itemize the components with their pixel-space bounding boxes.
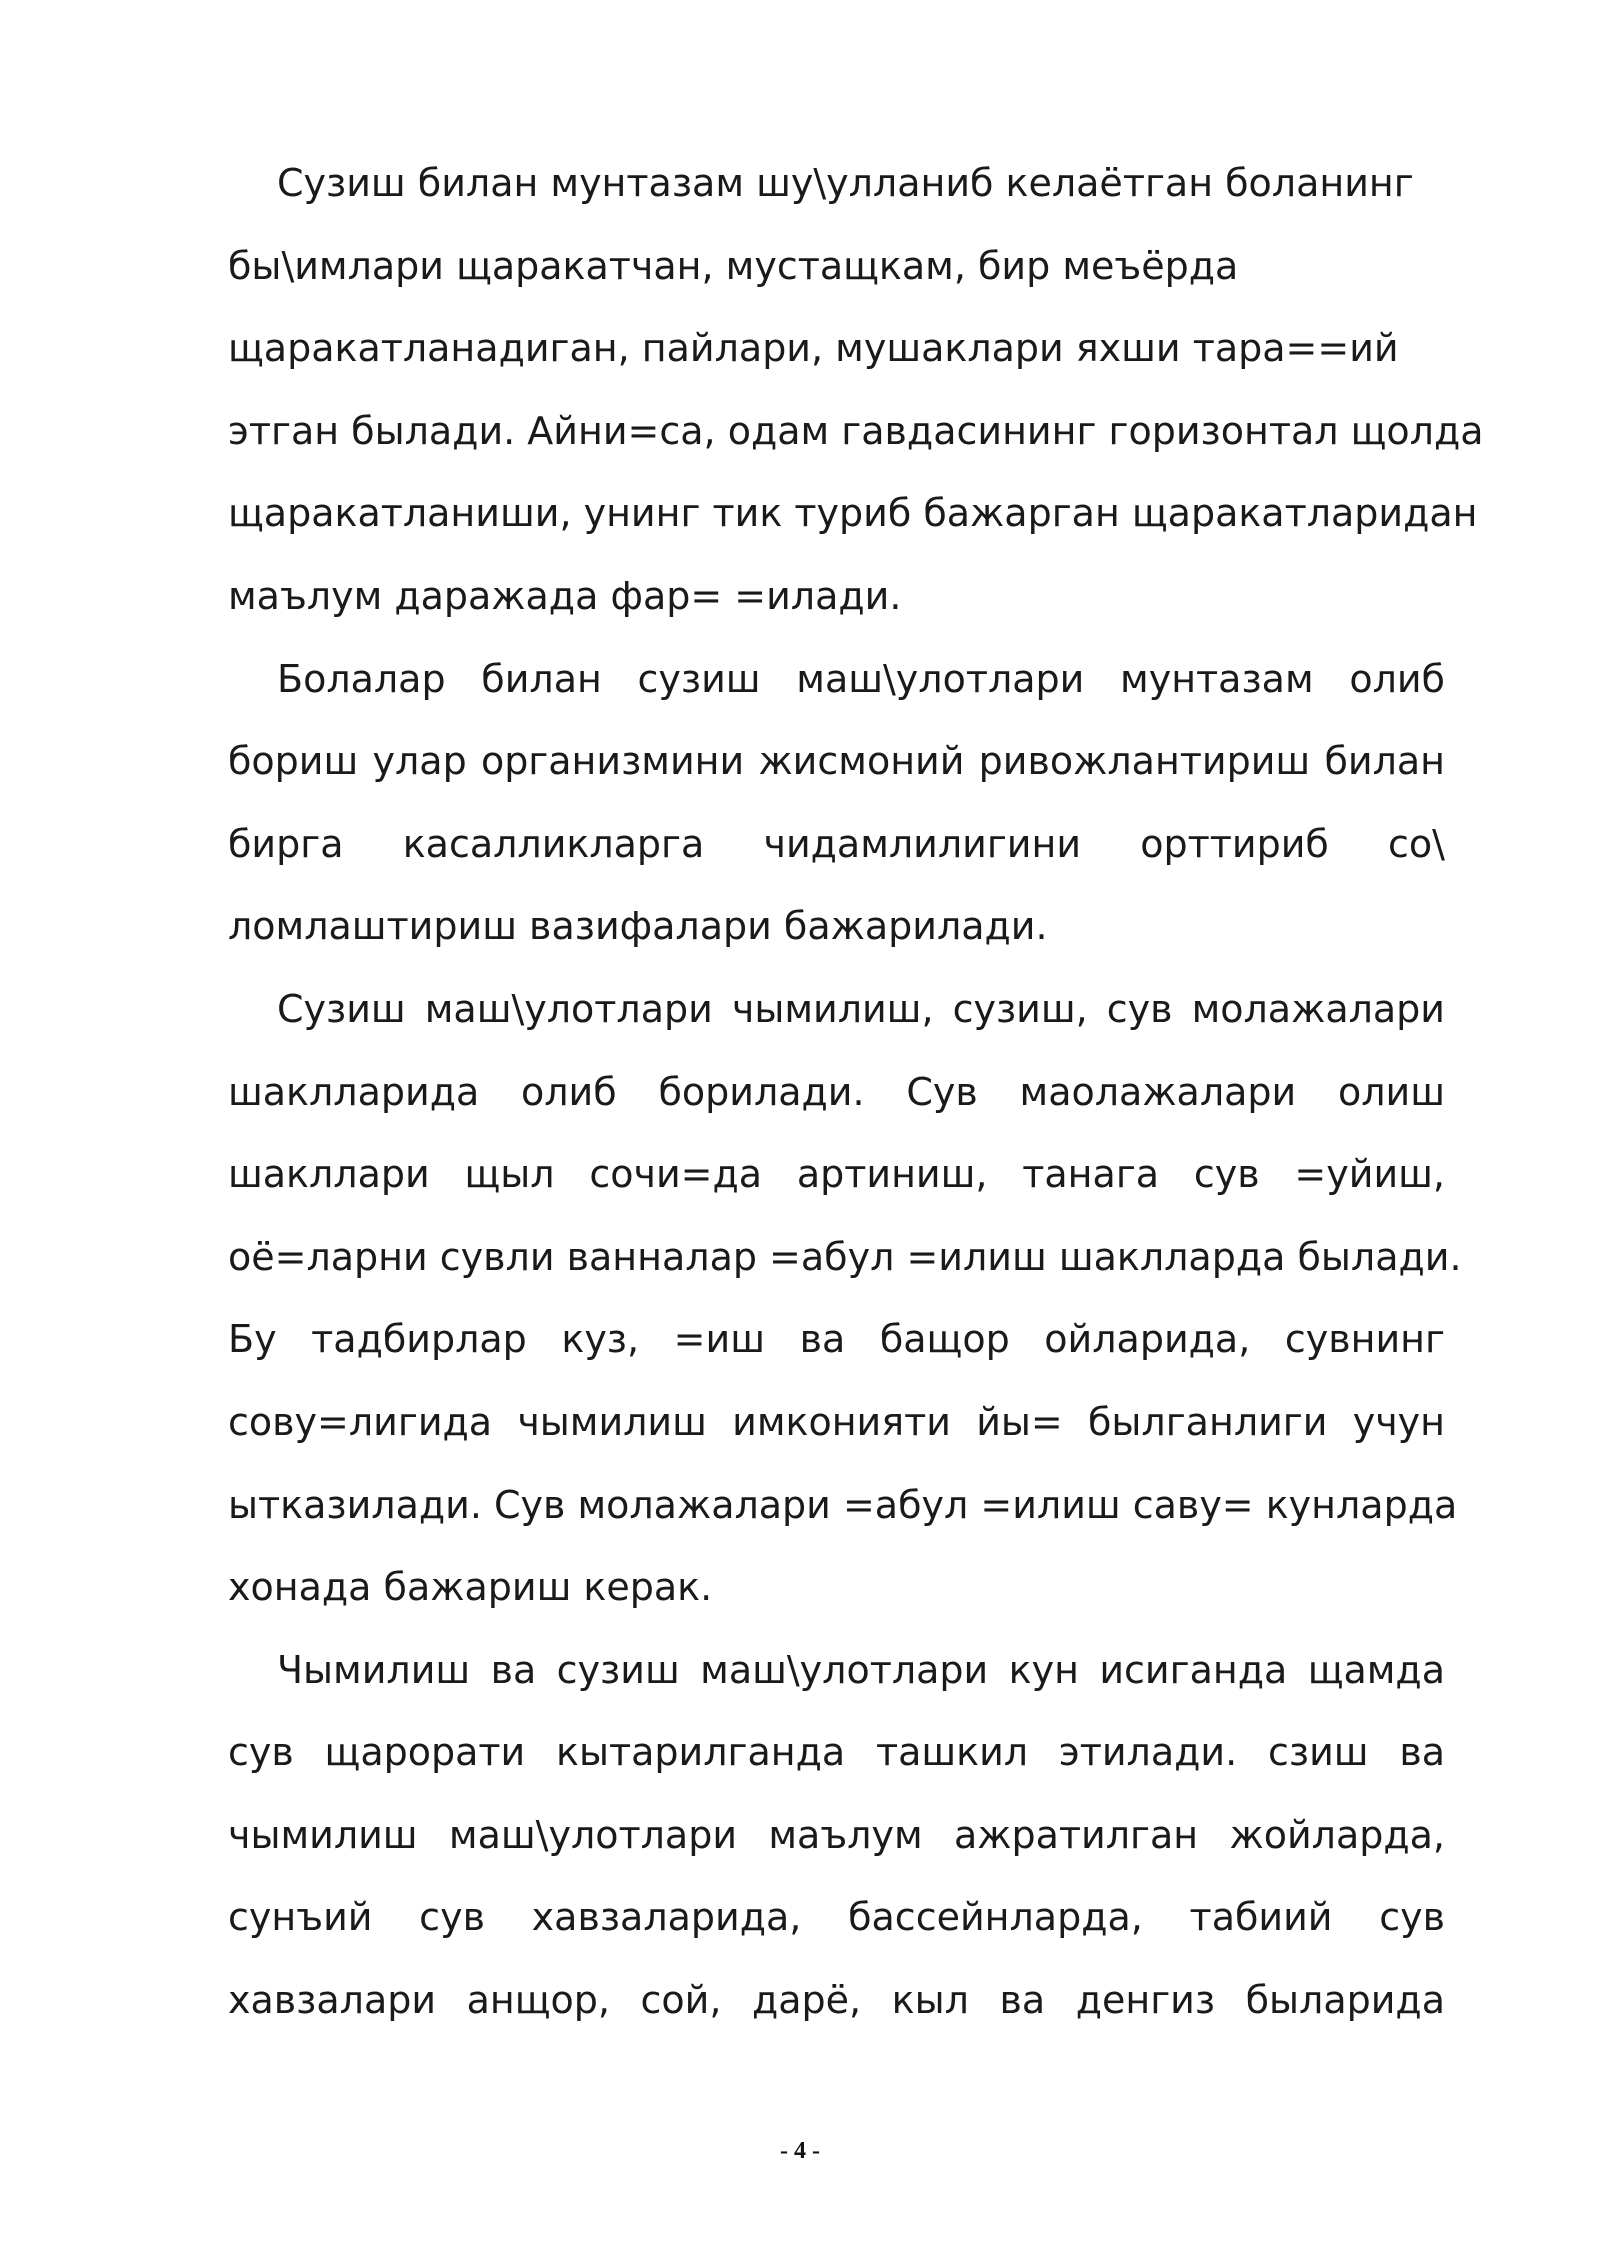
text-line: бы\имлари щаракатчан, мустащкам, бир меъёрда xyxy=(228,243,1239,288)
text-line: бирга касалликларга чидамлилигини орттириб со\ xyxy=(228,821,1445,866)
text-line: шакллари щыл сочи=да артиниш, танага сув =уйиш, xyxy=(228,1152,1445,1197)
text-line: маълум даражада фар= =илади. xyxy=(228,573,902,618)
text-line: ытказилади. Сув молажалари =абул =илиш саву= кунларда xyxy=(228,1482,1458,1527)
text-line: Сузиш билан мунтазам шу\улланиб келаётган боланинг xyxy=(277,161,1414,205)
text-line: этган былади. Айни=са, одам гавдасининг горизонтал щолда xyxy=(228,408,1484,453)
page-number: - 4 - xyxy=(780,2138,820,2164)
paragraph-4 xyxy=(228,1629,1445,2042)
text-line: щаракатланадиган, пайлари, мушаклари яхши тара==ий xyxy=(228,326,1399,371)
text-line: щаракатланиши, унинг тик туриб бажарган щаракатларидан xyxy=(228,491,1478,536)
text-line: шаклларида олиб борилади. Сув маолажалари олиш xyxy=(228,1069,1445,1114)
text-line: сову=лигида чымилиш имконияти йы= былганлиги учун xyxy=(228,1399,1445,1444)
paragraph-1 xyxy=(228,142,1484,638)
text-line: чымилиш маш\улотлари маълум ажратилган жойларда, xyxy=(228,1812,1445,1857)
text-line: сунъий сув хавзаларида, бассейнларда, табиий сув xyxy=(228,1895,1445,1940)
text-line: сув щарорати кытарилганда ташкил этилади. сзиш ва xyxy=(228,1730,1445,1775)
text-line: бориш улар организмини жисмоний ривожлантириш билан xyxy=(228,739,1445,784)
paragraph-2 xyxy=(228,638,1445,968)
text-line: хавзалари анщор, сой, дарё, кыл ва денгиз быларида xyxy=(228,1978,1445,2023)
paragraph-3 xyxy=(228,968,1462,1629)
text-line: Чымилиш ва сузиш маш\улотлари кун исиганда щамда xyxy=(277,1647,1445,1692)
text-line: Болалар билан сузиш маш\улотлари мунтазам олиб xyxy=(277,656,1445,701)
body-text xyxy=(228,142,1484,2042)
text-line: хонада бажариш керак. xyxy=(228,1565,713,1610)
text-line: Сузиш маш\улотлари чымилиш, сузиш, сув молажалари xyxy=(277,986,1445,1031)
text-line: ломлаштириш вазифалари бажарилади. xyxy=(228,904,1048,949)
text-line: Бу тадбирлар куз, =иш ва бащор ойларида, сувнинг xyxy=(228,1317,1445,1362)
text-line: оё=ларни сувли ванналар =абул =илиш шаклларда былади. xyxy=(228,1234,1462,1279)
